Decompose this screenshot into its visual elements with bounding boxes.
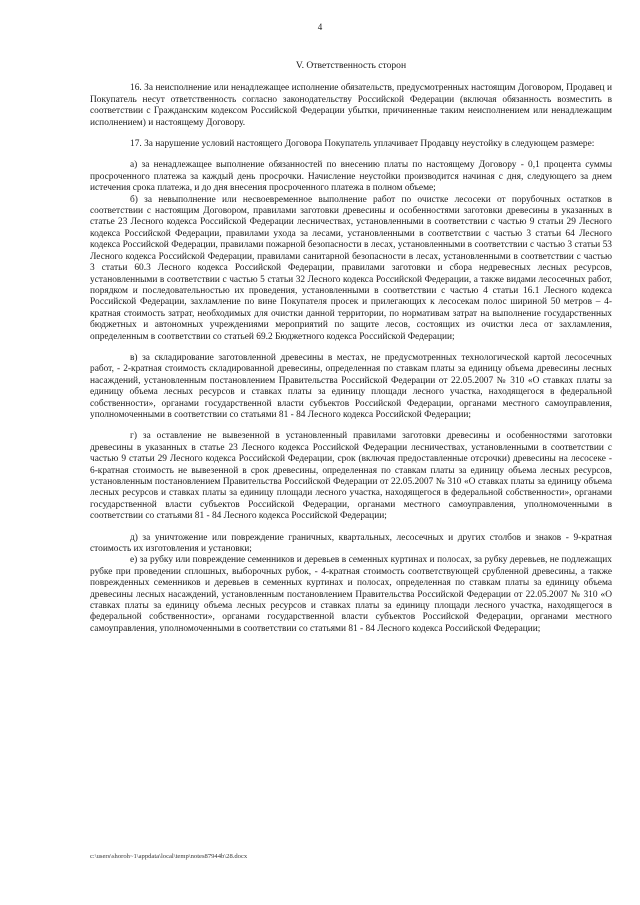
clause-v: в) за складирование заготовленной древесины в местах, не предусмотренных технологической картой лесосечных работ, - 2-кратная стоимость складированной древесины, определенная по ставкам платы за единицу объема древесины лесных насаждений, установленным постановлением Правительства Российской Федерации от 22.05.2007 № 310 «О ставках платы за единицу объема лесных ресурсов и ставках платы за единицу площади лесного участка, находящегося в федеральной собственности», органами государственной власти субъектов Российской Федерации, органами местного самоуправления, уполномоченными в соответствии со статьями 81 - 84 Лесного кодекса Российской Федерации; [90, 352, 612, 420]
clause-e: е) за рубку или повреждение семенников и деревьев в семенных куртинах и полосах, за рубку деревьев, не подлежащих рубке при проведении сплошных, выборочных рубок, - 4-кратная стоимость соответствующей срубленной древесины, а также поврежденных семенников и деревьев в семенных куртинах и полосах, определенная по ставкам платы за единицу объема древесины лесных насаждений, установленным постановлением Правительства Российской Федерации от 22.05.2007 № 310 «О ставках платы за единицу объема лесных ресурсов и ставках платы за единицу площади лесного участка, находящегося в федеральной собственности», органами государственной власти субъектов Российской Федерации, органами местного самоуправления, уполномоченными в соответствии со статьями 81 - 84 Лесного кодекса Российской Федерации; [90, 555, 612, 634]
paragraph-16: 16. За неисполнение или ненадлежащее исполнение обязательств, предусмотренных настоящим Договором, Продавец и Покупатель несут ответственность согласно законодательству Российской Федерации (включая обязанность возместить в соответствии с Гражданским кодексом Российской Федерации убытки, причиненные таким неисполнением или ненадлежащим исполнением) и настоящему Договору. [90, 83, 612, 128]
paragraph-17: 17. За нарушение условий настоящего Договора Покупатель уплачивает Продавцу неустойку в следующем размере: [130, 139, 595, 150]
clause-g: г) за оставление не вывезенной в установленный правилами заготовки древесины и особенностями заготовки древесины в указанных в статье 23 Лесного кодекса Российской Федерации лесничествах, установленными в соответствии с частью 9 статьи 29 Лесного кодекса Российской Федерации, срок (включая предоставленные отсрочки) древесины на лесосеке - 6-кратная стоимость не вывезенной в срок древесины, определенная по ставкам платы за единицу объема лесных ресурсов, установленным постановлением Правительства Российской Федерации от 22.05.2007 № 310 «О ставках платы за единицу объема лесных ресурсов и ставках платы за единицу площади лесного участка, находящегося в федеральной собственности», органами государственной власти субъектов Российской Федерации, органами местного самоуправления, уполномоченными в соответствии со статьями 81 - 84 Лесного кодекса Российской Федерации; [90, 431, 612, 522]
document-body [90, 60, 612, 635]
section-title: V. Ответственность сторон [295, 60, 407, 71]
footer-file-path: c:\users\shoroh~1\appdata\local\temp\notes87944b\28.docx [90, 853, 248, 860]
clause-d: д) за уничтожение или повреждение граничных, квартальных, лесосечных и других столбов и знаков - 9-кратная стоимость их изготовления и установки; [90, 532, 612, 555]
clause-a: а) за ненадлежащее выполнение обязанностей по внесению платы по настоящему Договору - 0,1 процента суммы просроченного платежа за каждый день просрочки. Начисление неустойки производится начиная с дня, следующего за днем истечения срока платежа, и до дня внесения просроченного платежа в полном объеме; [90, 160, 612, 194]
clause-b: б) за невыполнение или несвоевременное выполнение работ по очистке лесосеки от порубочных остатков в соответствии с настоящим Договором, правилами заготовки древесины и особенностями заготовки древесины в указанных в статье 23 Лесного кодекса Российской Федерации лесничествах, установленными в соответствии с частью 9 статьи 29 Лесного кодекса Российской Федерации, правилами ухода за лесами, установленными в соответствии с частью 3 статьи 64 Лесного кодекса Российской Федерации, правилами пожарной безопасности в лесах, установленными в соответствии с частью 3 статьи 53 Лесного кодекса Российской Федерации, правилами санитарной безопасности в лесах, установленными в соответствии с частью 3 статьи 60.3 Лесного кодекса Российской Федерации, правилами заготовки и сбора недревесных лесных ресурсов, установленными в соответствии с частью 5 статьи 32 Лесного кодекса Российской Федерации, а также видами лесосечных работ, порядком и последовательностью их проведения, установленными в соответствии с частью 4 статьи 16.1 Лесного кодекса Российской Федерации, захламление по вине Покупателя просек и прилегающих к лесосекам полос шириной 50 метров – 4-кратная стоимость затрат, необходимых для очистки данной территории, по нормативам затрат на выполнение государственных бюджетных и автономных учреждениями мероприятий по защите лесов, состоящих из очистки леса от захламления, определенным в соответствии со статьей 69.2 Бюджетного кодекса Российской Федерации; [90, 194, 612, 342]
page-number: 4 [317, 22, 323, 32]
